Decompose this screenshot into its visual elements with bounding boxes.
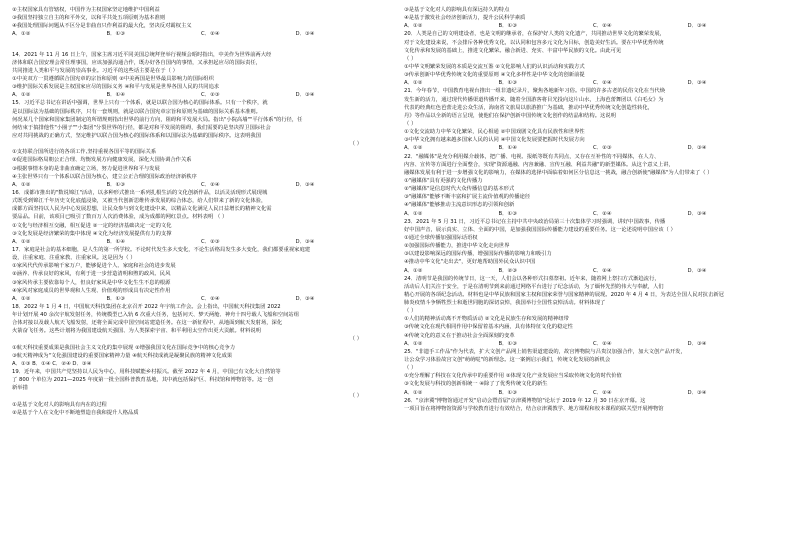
answer-option: D．③④ (687, 267, 707, 274)
text-line: 发生新的活力，通过现代传播渠道传播开来，随着全国游客将目光投向这片山水，上海芭蕾舞团以《白毛女》为 (404, 96, 664, 103)
text-line: ④主张世界只有一个体系以联合国为核心，建立公正合理的国际政治经济新秩序 (12, 173, 197, 180)
answer-option: B．①④ (498, 145, 517, 152)
text-line: ③航天精神成为"文化强国建设的重要国家精神力量 ④航天科技成就是凝聚民族的精神文化成果 (12, 352, 233, 359)
text-line: ③我国坚持独立自主的和平外交，以和平共处五项原则为基本准则 (12, 15, 166, 22)
answer-option: C．②④ (201, 295, 220, 302)
answer-option: A．①② (12, 92, 31, 99)
answer-options (404, 340, 782, 348)
text-line: 丹》等作品以全新的语言呈现，使他们在保护创新中国传统文化创作的结晶和结构。这说明 (404, 112, 616, 119)
answer-options (12, 238, 390, 246)
text-line: 14．2021 年 11 月 16 日上午，国家主席习近平同美国总统拜登举行视频会晤时指出，中美作为世界前两大经 (12, 51, 272, 58)
answer-option: B．①③ (498, 340, 517, 347)
text-line: 一项目旨在将博物馆资源与学校教育进行有效结合，结合京津冀教学、地方课程和校本课程的联关型开展博物馆 (404, 405, 664, 412)
text-line: 21．今年春节，中国教育电视台推出一组非遗纪录片，聚焦各地新年习俗。中国的许多古老的民俗文化在当代焕 (404, 88, 665, 95)
text-line: ③以建设影响深远的国际传播，增强国际传播的影响力和吸引力 (404, 251, 552, 258)
text-line: 24．清明节是我国的传统节日，这一天，人们会以各种形式扫墓祭祖。近年来，随着网上祭扫方式渐趋流行， (404, 275, 660, 282)
text-line: ①通过全球传播加强国际话语权 (404, 234, 478, 241)
right-column (404, 6, 782, 413)
answer-option: A．①② (404, 145, 423, 152)
text-line: ②主权国家具有管辖权，中国作为主权国家坚定地维护中国利益 (12, 7, 160, 13)
left-column (12, 6, 390, 417)
text-line: 让公众学习体验故宫文创"萌萌哒"的新理念。这一案例启示我们，传统文化发展的新机会 (404, 357, 611, 364)
answer-option: C．②④ (593, 23, 612, 30)
text-line: 济体和联合国安理会常任理事国，应该加强沟通合作，既办好各自国内的事情，又承担起应尽的国际责任， (12, 59, 261, 66)
answer-option: B．①④ (106, 238, 125, 245)
answer-option: C．②④ (593, 267, 612, 274)
answer-option: D．③④ (687, 80, 707, 87)
answer-option: A．①② (12, 295, 31, 302)
text-line: 成都方面坚持以人民为中心发展思想，让民众参与到文化建设中来，以精品文化满足人民日益增长的精神文化需 (12, 206, 272, 213)
text-line: ④是基于激发社会经济创新活力，提升公民科学素质 (404, 15, 526, 22)
text-line: 内容、宣传等方面进行全面整合，实现"资源通融、内容兼融、宣传互融、利益共融"的新型媒体。从这个意义上讲， (404, 161, 674, 168)
answer-options (404, 79, 782, 87)
text-line: 应对共同挑战的正确方式，坚定维护以联合国为核心的国际体系和以国际法为基础的国际秩序。这表明我国 (12, 132, 261, 139)
text-line: ①家风代代传承影响千家万户，能够促进个人、家庭和社会的进步发展 (12, 263, 176, 270)
text-line: 火箭奋飞任务。这些计划将为我国建设航天强国、为人类探索宇宙、和平利用太空作出更大贡献。材料说明 (12, 328, 261, 335)
text-line: ④推动中华文化"走出去"，更好地帮助国外民众认识中国 (404, 259, 536, 266)
text-line: （ ） (404, 55, 417, 62)
answer-option: A．①② (404, 389, 423, 396)
answer-blank: （ ） (349, 336, 362, 343)
text-line: ①文化与经济相互交融，相互促进 ②一定的经济基础决定一定的文化 (12, 222, 172, 229)
text-line: ④家风对家庭成员的世界观和人生观、价值观的形成具有决定性作用 (12, 287, 171, 294)
answer-option: C．②④ (593, 80, 612, 87)
text-line: 了 800 个单位为 2021—2025 年度第一批全国科普教育基地，其中就包括保护区、科技馆和博物馆等。这一创 (12, 377, 273, 384)
answer-option: D．③④ (687, 389, 707, 396)
text-line: 要品品。目前，该项目已吸引了数百万人次消费体验，成为成都的网红景点。材料表明 （ ） (12, 214, 228, 221)
answer-option: B．①③ (498, 210, 517, 217)
text-line: ③根据事情本身的是非曲直确定立场，努力促进世界和平与发展 (12, 165, 160, 172)
answer-option: C．②③ (201, 238, 220, 245)
text-line: 19．近年来，中国共产党坚持以人民为中心，用科技赋能乡村振兴。截至 2022 年 4 月，中国已有文化大自然馆等 (12, 369, 281, 376)
answer-option: A．①② (12, 238, 31, 245)
answer-option: C．②④ (201, 31, 220, 38)
text-line: 何况某几个国家和国家集团制定的所谓规则指出世界的前行方向，阻碍和平发展大局。指出"小院高墙""平行体系"的行径，任 (12, 116, 303, 123)
answer-option: D．③④ (687, 340, 707, 347)
answer-option: A．①② (12, 31, 31, 38)
text-line: ③维护国际关系发展是主权国家应尽的国际义务 ④和平与发展是世界各国人民的共同追求 (12, 84, 220, 91)
answer-option: D．③④ (687, 23, 707, 30)
text-line: 15．习近平总书记在讲话中强调，世界上只有一个体系，就是以联合国为核心的国际体系。只有一个秩序，就 (12, 100, 268, 107)
text-line: 是以国际法为基础的国际秩序，只有一套规则，就是以联合国宪章宗旨和原则为基础的国际关系基本准则。 (12, 108, 261, 115)
text-line: 20．人类是自己的文明建设者，也是文明的继承者，在保护好人类的文化遗产，共同推动世界文化的繁荣发展， (404, 31, 665, 38)
text-line: 26．"京津冀"博物馆通过开发"启动会暨首届"京津冀博物馆"论坛于 2019 年 12 月 30 日在京开幕。这 (404, 397, 646, 404)
text-line: ④我国处理国际问题从不区分是非曲直只作利益的最大化，坚决反对霸权主义 (12, 23, 192, 30)
answer-option: A．①② (404, 80, 423, 87)
answer-option: A．①② (404, 210, 423, 217)
answer-options (404, 22, 782, 30)
text-line: ③家风传承主要依靠每个人，但良好家风是中华文化生生不息的根源 (12, 279, 171, 286)
text-line: 代表的经典红色芭蕾走进公众生活，海南省文旅局以旅游推广为基础，推动中华优秀传统文化创造性转化， (404, 104, 653, 111)
text-line: ③文化发展与科技的创新相统一 ④除了了优秀传统文化的新生 (404, 381, 548, 388)
text-line: A．①③ B．①④ C．②④ D．③④ (12, 360, 92, 367)
text-line: ③文化发展是经济繁荣的集中体现 ④文化为经济发展提供有力的支撑 (12, 230, 172, 237)
text-line: 23．2021 年 5 月 31 日，习近平总书记在主持中共中央政治局第三十次集体学习时强调，讲好中国故事，传播 (404, 218, 666, 225)
text-line: 合体对接以及载人航天飞船发射，还将全面完成中国空间站建造任务。在这一新征程中，从地面到航天发射场，深化 (12, 320, 283, 327)
text-line: ①中华文明繁荣发展的本质是交流互鉴 ②文化影响人们的认识活动和实践方式 (404, 63, 585, 70)
text-line: ③传承创新中华优秀传统文化的重要原则 ④文化多样性是中华文化的创新前提 (404, 72, 585, 79)
answer-options (404, 144, 782, 152)
answer-option: C．②③ (593, 145, 612, 152)
text-line: 文化传承和发展的基础上，推进文化繁荣。融合新进、充实、丰富中华民族的文化。由此可见 (404, 47, 622, 54)
answer-option: B．①③ (498, 80, 517, 87)
answer-option: A．①② (404, 340, 423, 347)
text-line: 融媒体发展有利于进一步增强文化的影响力，在媒体的选择中面临着如何区分信息这一挑战，融合创新使"融媒体"为人们带来了（ ） (404, 169, 713, 176)
answer-options (404, 389, 782, 397)
text-line: 式既受到锦江千年历史文化底蕴浸染，又被当代创新思维传承发展的综合体态，给人们带来了新的文化体验， (12, 198, 267, 205)
answer-blank: （ ） (349, 393, 362, 400)
text-line: 17．家庭是社会的基本细胞，是人生的第一所学校。不论时代发生多大变化，不论生活格局发生多大变化，我们都要重视家庭建 (12, 246, 311, 253)
answer-option: D．③④ (295, 181, 315, 188)
text-line: ①文化交流助力中华文化繁荣，民心相通 ②中国戏剧文化具有民族性和世界性 (404, 129, 585, 136)
text-line: 16．成都市推出的"数说锦江"活动，以多种形式推出一系列扎根生活的文化创新作品，以活灵活现形式展现城 (12, 189, 268, 196)
answer-option: D．③④ (295, 92, 315, 99)
answer-option: B．①④ (106, 92, 125, 99)
answer-options (12, 181, 390, 189)
text-line: 对于文化建设来说，不会排斥各种优秀文化，以认同和包容多元文化为目标，创造美好生活。要在中华优秀传统 (404, 39, 664, 46)
text-line: 新举措 (12, 385, 28, 392)
answer-option: C．②④ (593, 389, 612, 396)
answer-option: B．①③ (106, 31, 125, 38)
answer-option: D．③④ (295, 295, 315, 302)
text-line: 共同推进人类和平与发展的崇高事业。习近平的这些话主要是在于（ ） (12, 67, 178, 74)
answer-option: C．②③ (201, 92, 220, 99)
answer-options (12, 91, 390, 99)
text-line: 何结束于搞排他性"小圈子""小集团"分裂世界的行径，都是对和平发展的阻碍，我们需要的是坚决捍卫国际社会 (12, 124, 271, 131)
text-line: ③是基于文化对人的影响具有深远持久的特点 (404, 7, 510, 13)
text-line: ①"融媒体"具有更强的文化传播力 (404, 177, 483, 184)
answer-option: D．③④ (295, 31, 315, 38)
text-line: 活动后人们关注于安全，于是在清明节到来前通过网络平台进行了纪念活动，为了缅怀先烈的伟大与奉献，人们 (404, 283, 664, 290)
text-line: 22．"融媒体"是充分利用媒介载体，把广播、电视、报纸等既有共同点，又存在互补性的不同媒体，在人力、 (404, 153, 660, 160)
answer-option: A．①② (12, 181, 31, 188)
text-line: （ ） (404, 365, 417, 372)
answer-options (12, 295, 390, 303)
answer-option: C．②④ (201, 181, 220, 188)
text-line: ④"融媒体"能够推动主流意识形态的引领和创新 (404, 202, 515, 209)
text-line: ①是基于文化对人的影响具有内在的过程 (12, 401, 107, 408)
text-line: ①航天科技重要成果是我国社会主义文化的集中展现 ②增强我国文化在国际竞争中的核心竞争力 (12, 344, 236, 351)
text-line: ①人们的精神活动离不开物质活动 ②文化是民族生存和发展的精神纽带 (404, 316, 569, 323)
text-line: ①充分理解了科技在文化传承中的重要作用 ②体现文化产业发展应当采取传统文化的时代价值 (404, 373, 622, 380)
answer-options (12, 30, 390, 38)
answer-options (404, 210, 782, 218)
text-line: ②涵养、传承良好的家风，有利于进一步营造清明和煦的政风、民风 (12, 271, 171, 278)
answer-option: B．②③ (498, 267, 517, 274)
text-line: 好中国声音，展示真实、立体、全面的中国，是加强我国国际传播能力建设的重要任务。这一论述说明中国应该（ ） (404, 226, 676, 233)
text-line: ②"融媒体"是信息时代大众传播信息的基本形式 (404, 186, 515, 193)
answer-option: D．③④ (687, 210, 707, 217)
answer-option: C．②④ (593, 340, 612, 347)
text-line: ③传统文化在现代相同作用中保留着基本内涵，具有体特征文化的稳定性 (404, 324, 573, 331)
answer-option: A．①② (404, 23, 423, 30)
answer-option: C．②④ (593, 210, 612, 217)
text-line: （ ） (404, 308, 417, 315)
spacer (12, 39, 390, 51)
text-line: ③"融媒体"能够不断丰富和扩展主流价值观的传播途径 (404, 194, 531, 201)
answer-options (404, 267, 782, 275)
text-line: ②是基于个人在文化中不断地塑造自我和提升人格品质 (12, 409, 139, 416)
answer-option: B．①③ (106, 295, 125, 302)
text-line: 年计划开展 40 余次宇航发射任务，传统模型已入轨 6 次重大任务，包括问天、梦天两舱、神舟十四号载人飞船和空间站组 (12, 312, 299, 319)
answer-option: B．①③ (498, 23, 517, 30)
text-line: 肺炎疫情斗争牺牲烈士和逝世同胞的深切哀悼，我国举行全国性哀悼活动。材料体现了 (404, 300, 606, 307)
text-line: ③中华文化拥有越来越多国家人民的认同 ④中国文化发展要把握时代发展方向 (404, 137, 585, 144)
text-line: 设，注重家庭、注重家教、注重家风。这是因为（ ） (12, 255, 136, 262)
text-line: ①支持联合国所进行的各项工作,坚持重视各国平等的国际关系 (12, 149, 157, 156)
answer-option: B．①③ (498, 389, 517, 396)
text-line: 精心开展的各项纪念活动。材料也是中华民族和国家主权和国家荣誉与国家精神的展现。2020 年 4 月 4 日，为表达全国人民对抗击新冠 (404, 291, 724, 298)
text-line: 18．2022 年 1 月 4 日，中国航天科技集团在北京召开 2022 年宇航工作会。会上指出，中国航天科技集团 2022 (12, 303, 281, 310)
text-line: ①中美双方一贯遵循联合国宪章的宗旨和原则 ②中美两国是世界最具影响力的国际组织 (12, 75, 214, 82)
text-line: ④传统文化的意义在于推动社会全面深刻的变革 (404, 332, 515, 339)
text-line: 25．"非遗手工作品"作为代表，扩大文创产品网上销售渠道建设的，故宫博物院与吕贵汉加强合作，加大文创产品开发， (404, 348, 686, 355)
answer-option: D．③④ (687, 145, 707, 152)
answer-option: D．③④ (295, 238, 315, 245)
text-line: ②加强国际传播能力，推进中华文化走向世界 (404, 243, 510, 250)
text-line: ②促进国际格局朝公正合理、均衡发展方向健康发展，深化大国协调合作关系 (12, 157, 192, 164)
answer-option: A．①② (404, 267, 423, 274)
answer-blank: （ ） (349, 141, 362, 148)
text-line: （ ） (404, 120, 417, 127)
answer-option: B．①③ (106, 181, 125, 188)
